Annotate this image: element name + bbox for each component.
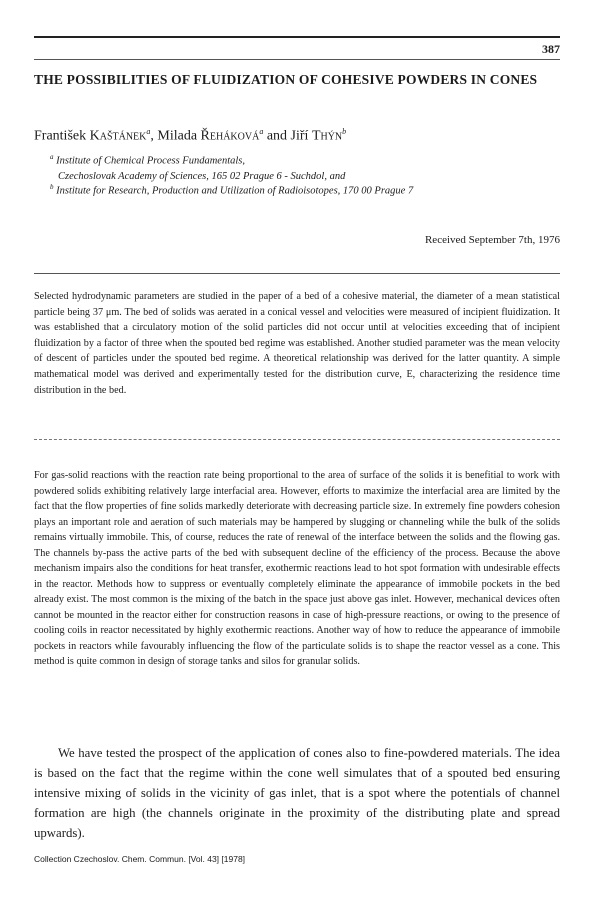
page-number: 387 [542,42,560,56]
affiliation-b-text: Institute for Research, Production and Utilization of Radioisotopes, 170 00 Prague 7 [56,185,414,197]
abstract-top-rule [34,273,560,274]
author-2-last: Řeháková [200,128,260,144]
body-paragraph-1: For gas-solid reactions with the reaction rate being proportional to the area of surface of the solids it is benefitial to work with powdered solids exhibiting relatively large interfacial area. However, efforts to maximize the interfacial area are limited by the fact that the flow properties of fine solids markedly deteriorate with decreasing particle size. In extremely fine powders cohesion plays an important role and aeration of such materials may be hampered by slugging or channeling while the bulk of the solids remains virtually immobile. This, of course, reduces the rate of renewal of the interface between the solids and the flowing gas. The channels by-pass the active parts of the bed with subsequent decline of the efficiency of the process. Because the above mechanism impairs also the conditions for heat transfer, exothermic reactions lead to hot spot formation with undesirable effects in the reactor. Methods how to suppress or eventually completely eliminate the appearance of immobile pockets in the bed already exist. The most common is the mixing of the batch in the space just above gas inlet. However, mechanical devices often cannot be mounted in the reactor either for construction reasons in case of high-pressure reactions, or owing to the presence of cooling coils in reactor necessitated by highly exothermic reactions. Another way of how to reduce the appearance of immobile pockets in reactors while favourably influencing the flow of the particulate solids is to shape the reactor vessel as a cone. This method is quite common in design of storage tanks and silos for granular solids. [34,470,560,667]
author-3-last: Thýn [311,128,343,144]
affiliation-b [50,180,570,199]
abstract-text: Selected hydrodynamic parameters are studied in the paper of a bed of a cohesive material, the diameter of a mean statistical particle being 37 μm. The bed of solids was aerated in a conical vessel and velocities were measured of incipient fluidization. It was established that a circulatory motion of the solid particles did not occur until at velocities exceeding that of incipient fluidization by a factor of three when the spouted bed regime was established. Another studied parameter was the mean velocity of descent of particles under the spouted bed regime. A theoretical relationship was derived for the latter quantity. A simple mathematical model was derived and experimentally tested for the distribution curve, E, characterizing the residence time distribution in the bed. [34,291,560,396]
author-separator: and [263,128,291,144]
affiliation-b-mark: b [50,183,54,191]
affiliation-a-line-2: Czechoslovak Academy of Sciences, 165 02 Prague 6 - Suchdol, and [58,170,346,182]
affiliation-a-mark: a [50,153,54,161]
author-1-last: Kaštánek [89,128,147,144]
header-rule [34,59,560,60]
received-date: Received September 7th, 1976 [424,234,560,246]
author-2-first: Milada [157,128,201,144]
author-separator: , [150,128,158,144]
author-3-first: Jiří [290,128,312,144]
affiliation-a [50,150,570,184]
top-rule [34,36,560,38]
abstract-bottom-rule [34,439,560,440]
author-list [34,127,346,145]
article-title: THE POSSIBILITIES OF FLUIDIZATION OF COHESIVE POWDERS IN CONES [34,72,538,87]
author-1-first: František [34,128,90,144]
author-1-affil-mark: a [146,127,151,136]
footer-citation: Collection Czechoslov. Chem. Commun. [Vol. 43] [1978] [34,854,246,864]
body-paragraph-2: We have tested the prospect of the application of cones also to fine-powdered materials. The idea is based on the fact that the regime within the cone well simulates that of a spouted bed ensuring intensive mixing of solids in the vicinity of gas inlet, that is a spot where the potentials of channel formation are high (the channels originate in the proximity of the distributing plate and spread upwards). [34,746,560,840]
author-2-affil-mark: a [259,127,264,136]
affiliation-a-line-1: $^a$ Institute of Chemical Process Fundamentals, [50,153,246,167]
author-3-affil-mark: b [342,127,347,136]
